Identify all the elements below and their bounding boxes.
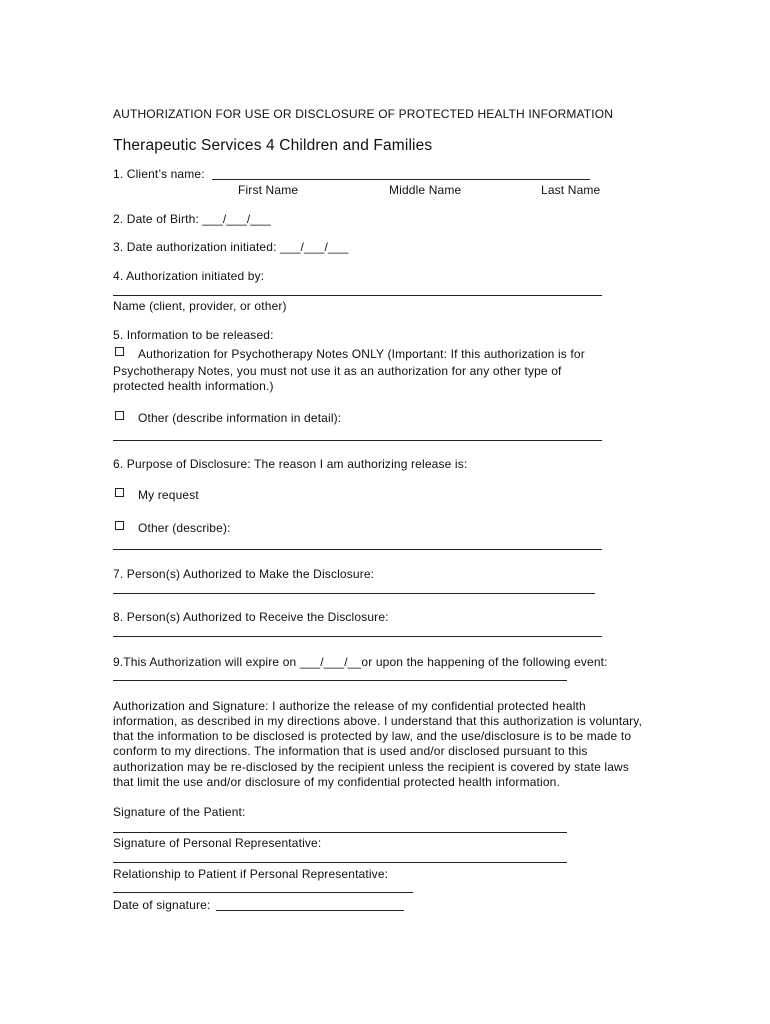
info-released-label: 5. Information to be released: [113, 328, 274, 342]
date-of-birth-field[interactable]: 2. Date of Birth: ___/___/___ [113, 212, 271, 226]
initiated-by-label: 4. Authorization initiated by: [113, 269, 265, 283]
signature-date-line[interactable] [216, 910, 404, 911]
date-initiated-field[interactable]: 3. Date authorization initiated: ___/___/___ [113, 240, 349, 254]
initiated-by-caption: Name (client, provider, or other) [113, 299, 287, 313]
other-information-label: Other (describe information in detail): [138, 411, 342, 425]
organization-name: Therapeutic Services 4 Children and Families [113, 137, 433, 154]
client-name-line[interactable] [212, 179, 590, 180]
authorization-text-line: that limit the use and/or disclosure of my confidential protected health information. [113, 775, 560, 789]
client-name-label: 1. Client’s name: [113, 167, 205, 181]
my-request-label: My request [138, 488, 199, 502]
relationship-label: Relationship to Patient if Personal Representative: [113, 867, 389, 881]
other-information-line[interactable] [113, 440, 602, 441]
purpose-other-checkbox[interactable] [115, 521, 124, 530]
my-request-checkbox[interactable] [115, 488, 124, 497]
other-information-checkbox[interactable] [115, 411, 124, 420]
initiated-by-line[interactable] [113, 295, 602, 296]
psychotherapy-notes-text-2: Psychotherapy Notes, you must not use it as an authorization for any other type of [113, 364, 562, 378]
persons-make-label: 7. Person(s) Authorized to Make the Disclosure: [113, 567, 375, 581]
signature-date-label: Date of signature: [113, 898, 211, 912]
purpose-label: 6. Purpose of Disclosure: The reason I am authorizing release is: [113, 457, 468, 471]
purpose-other-label: Other (describe): [138, 521, 231, 535]
expiration-event-line[interactable] [113, 680, 567, 681]
expiration-label[interactable]: 9.This Authorization will expire on ___/___/__or upon the happening of the following event: [113, 655, 608, 669]
authorization-text-line: that the information to be disclosed is protected by law, and the use/disclosure is to be made to [113, 729, 632, 743]
middle-name-caption: Middle Name [389, 183, 462, 197]
representative-signature-label: Signature of Personal Representative: [113, 836, 322, 850]
last-name-caption: Last Name [541, 183, 601, 197]
authorization-text-line: authorization may be re-disclosed by the recipient unless the recipient is covered by state laws [113, 760, 629, 774]
representative-signature-line[interactable] [113, 862, 567, 863]
persons-receive-label: 8. Person(s) Authorized to Receive the Disclosure: [113, 610, 389, 624]
patient-signature-line[interactable] [113, 832, 567, 833]
psychotherapy-notes-text-1: Authorization for Psychotherapy Notes ONLY (Important: If this authorization is for [138, 347, 585, 361]
authorization-text-line: Authorization and Signature: I authorize the release of my confidential protected health [113, 699, 586, 713]
first-name-caption: First Name [238, 183, 299, 197]
purpose-other-line[interactable] [113, 549, 602, 550]
authorization-text-line: information, as described in my directions above. I understand that this authorization is voluntary, [113, 714, 643, 728]
persons-receive-line[interactable] [113, 636, 602, 637]
persons-make-line[interactable] [113, 593, 595, 594]
form-title: AUTHORIZATION FOR USE OR DISCLOSURE OF PROTECTED HEALTH INFORMATION [113, 107, 614, 121]
psychotherapy-notes-text-3: protected health information.) [113, 379, 274, 393]
authorization-text-line: conform to my directions. The information that is used and/or disclosed pursuant to this [113, 744, 588, 758]
psychotherapy-notes-checkbox[interactable] [115, 347, 124, 356]
patient-signature-label: Signature of the Patient: [113, 805, 246, 819]
relationship-line[interactable] [113, 892, 413, 893]
